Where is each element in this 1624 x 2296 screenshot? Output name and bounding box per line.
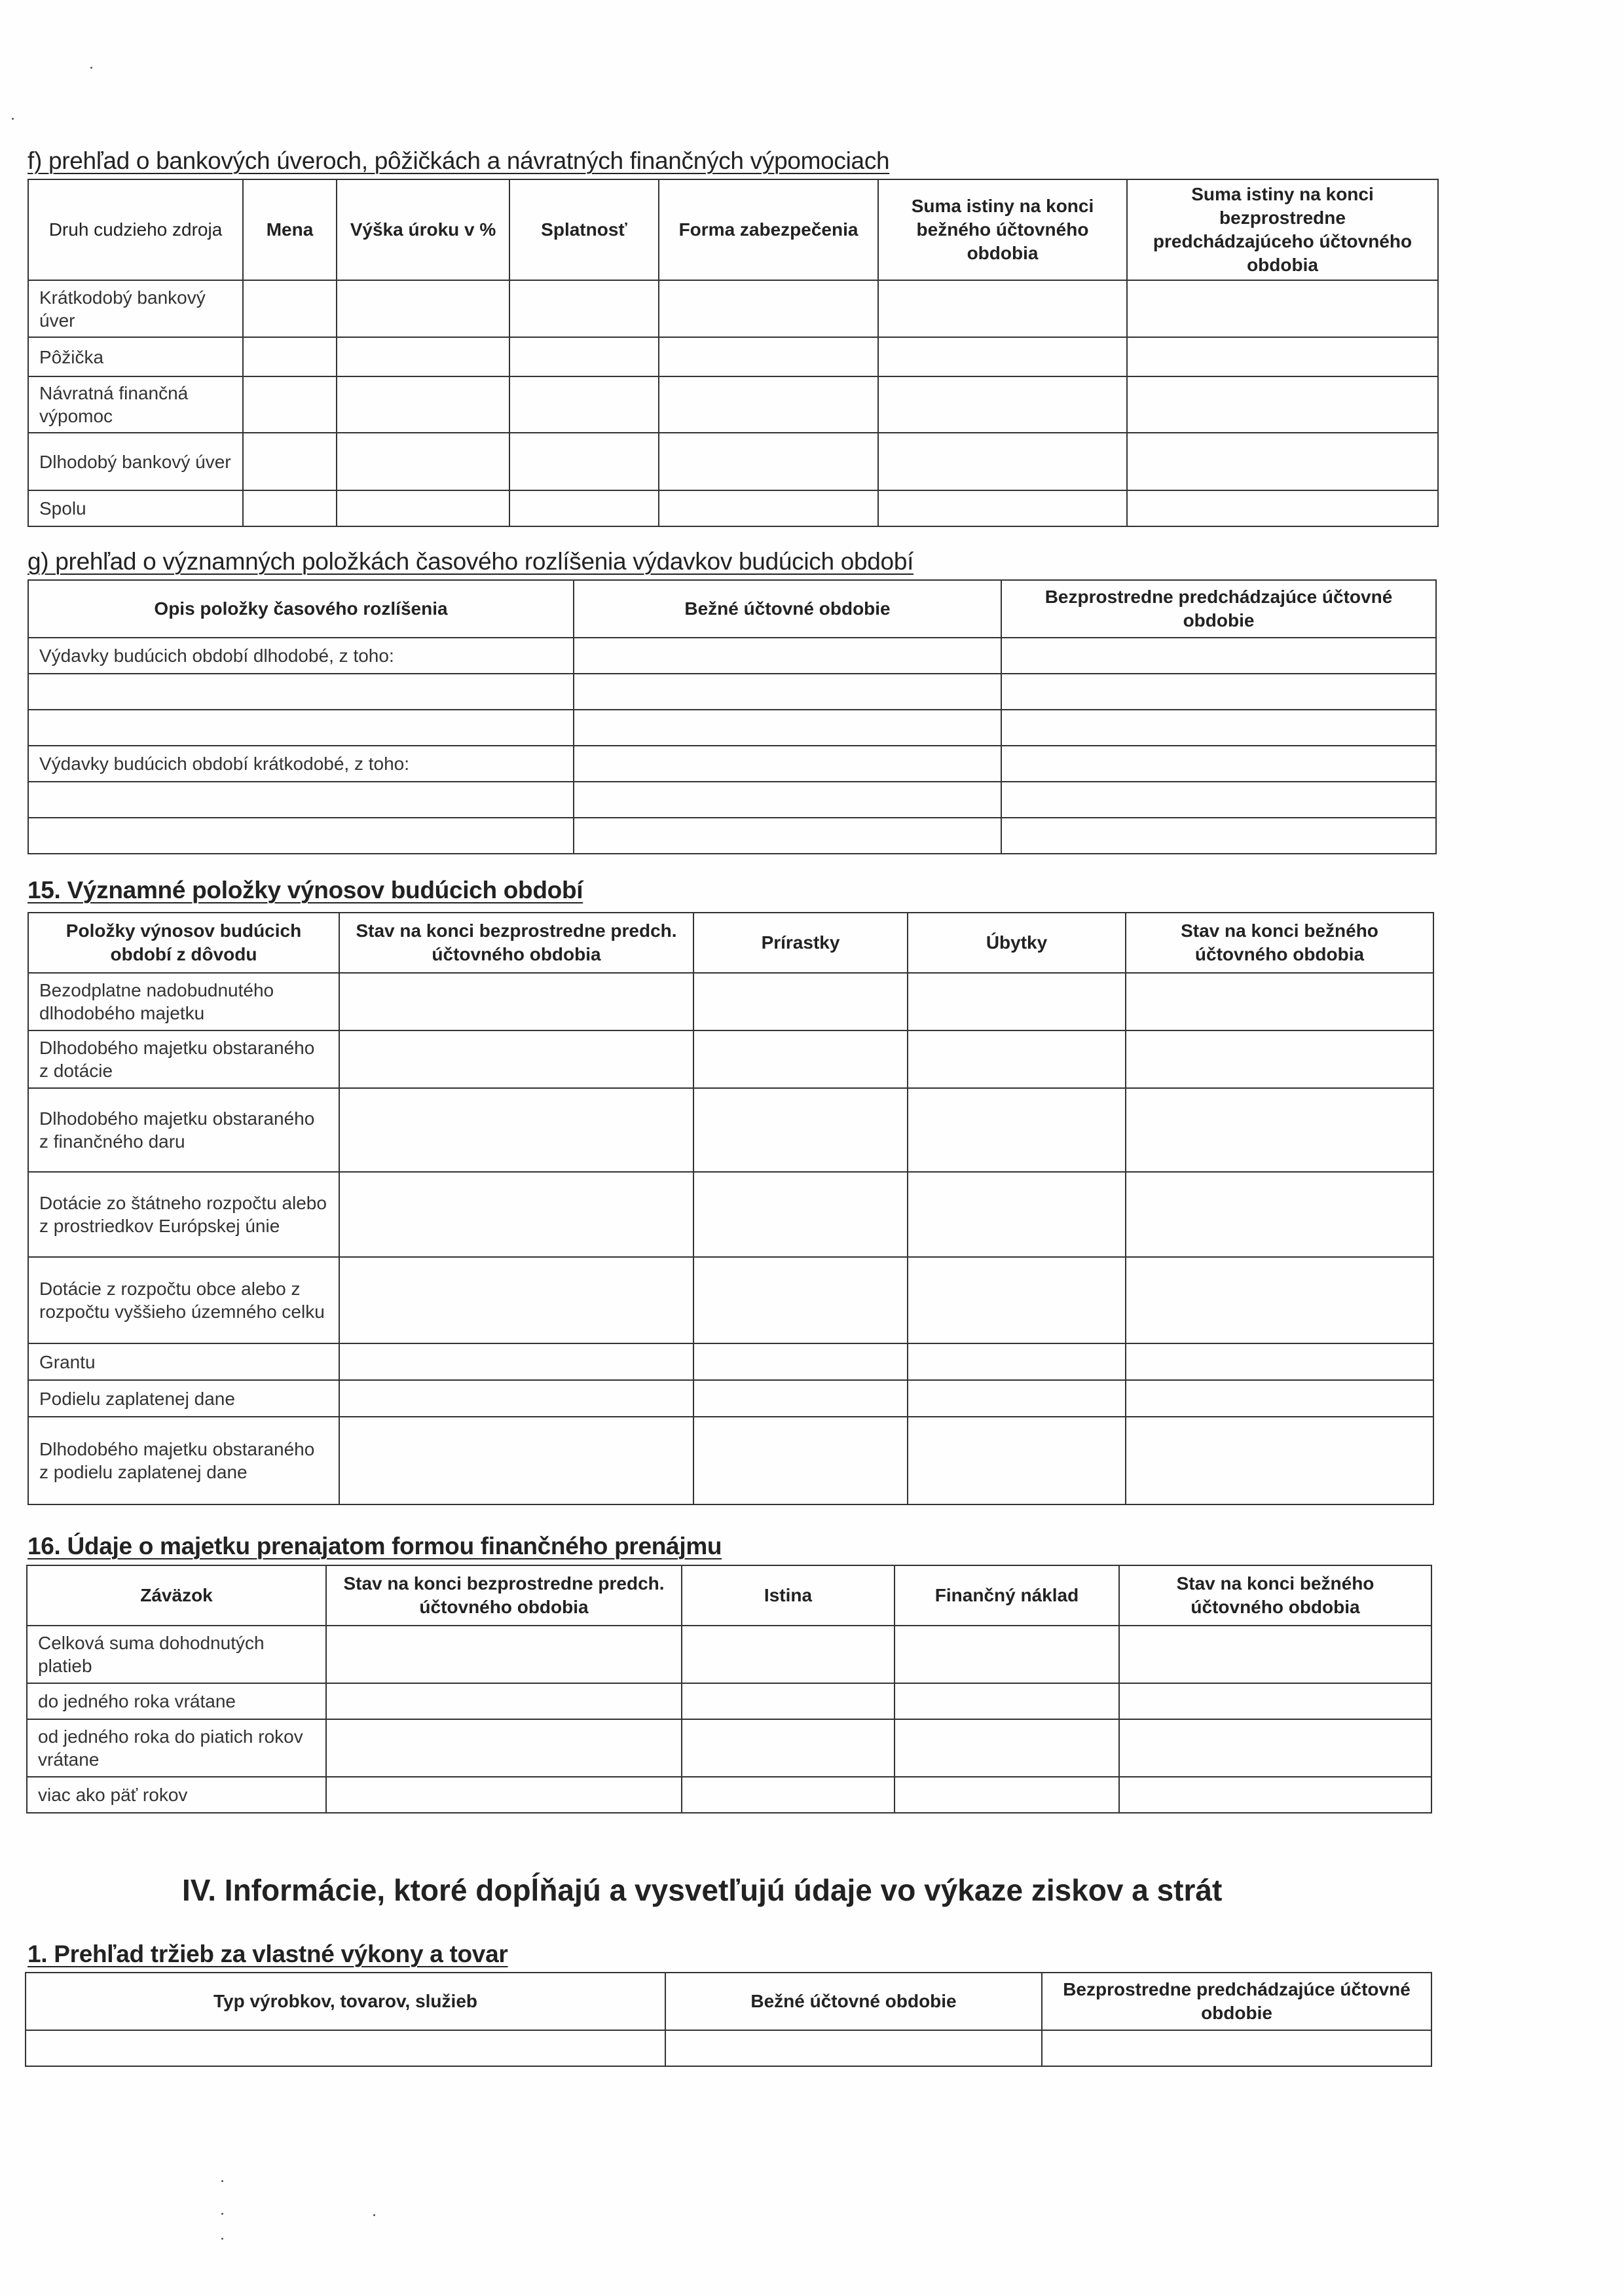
cell-description[interactable] xyxy=(28,674,574,710)
row-label: Dotácie z rozpočtu obce alebo z rozpočtu vyššieho územného celku xyxy=(28,1257,339,1343)
table-row xyxy=(28,376,1438,433)
table-row xyxy=(27,1683,1431,1719)
cell-principal-previous[interactable] xyxy=(1127,376,1438,433)
cell-reductions[interactable] xyxy=(908,1030,1126,1088)
cell-reductions[interactable] xyxy=(908,1417,1126,1504)
col-header-principal-current: Suma istiny na konci bežného účtovného obdobia xyxy=(878,179,1127,280)
table-bank-loans xyxy=(28,179,1439,527)
row-label: Podielu zaplatenej dane xyxy=(28,1380,339,1417)
cell-collateral[interactable] xyxy=(659,490,878,526)
table-row xyxy=(28,1257,1433,1343)
cell-principal-current[interactable] xyxy=(878,376,1127,433)
cell-principal[interactable] xyxy=(682,1683,895,1719)
row-label: Grantu xyxy=(28,1343,339,1380)
col-header-balance-previous: Stav na konci bezprostredne predch. účtovného obdobia xyxy=(339,913,693,973)
cell-currency[interactable] xyxy=(243,490,337,526)
col-header-interest-rate: Výška úroku v % xyxy=(337,179,509,280)
cell-principal-current[interactable] xyxy=(878,337,1127,376)
col-header-collateral: Forma zabezpečenia xyxy=(659,179,878,280)
cell-reductions[interactable] xyxy=(908,1343,1126,1380)
table-header-row xyxy=(28,913,1433,973)
cell-previous[interactable] xyxy=(1001,746,1436,782)
col-header-previous-period: Bezprostredne predchádzajúce účtovné obdobie xyxy=(1042,1973,1431,2030)
row-label: Bezodplatne nadobudnutého dlhodobého majetku xyxy=(28,973,339,1030)
cell-finance-cost[interactable] xyxy=(895,1626,1119,1683)
col-header-previous-period: Bezprostredne predchádzajúce účtovné obdobie xyxy=(1001,580,1436,638)
table-row xyxy=(28,1343,1433,1380)
table-row xyxy=(28,674,1436,710)
table-row xyxy=(28,1417,1433,1504)
scan-speck xyxy=(90,67,92,69)
cell-current[interactable] xyxy=(665,2030,1042,2066)
cell-principal-previous[interactable] xyxy=(1127,433,1438,490)
table-row xyxy=(28,1380,1433,1417)
row-label: Spolu xyxy=(28,490,243,526)
cell-maturity[interactable] xyxy=(509,433,659,490)
cell-principal[interactable] xyxy=(682,1626,895,1683)
cell-additions[interactable] xyxy=(693,1417,908,1504)
table-header-row xyxy=(28,580,1436,638)
table-row xyxy=(28,973,1433,1030)
table-row xyxy=(28,337,1438,376)
cell-additions[interactable] xyxy=(693,1380,908,1417)
row-label: Pôžička xyxy=(28,337,243,376)
cell-product-type[interactable] xyxy=(26,2030,665,2066)
table-row xyxy=(28,1088,1433,1172)
scan-speck xyxy=(221,2180,223,2182)
section-iv-1-title: 1. Prehľad tržieb za vlastné výkony a tovar xyxy=(28,1941,508,1967)
table-revenue-overview xyxy=(25,1972,1432,2067)
table-row xyxy=(28,433,1438,490)
cell-balance-current[interactable] xyxy=(1126,1088,1433,1172)
col-header-principal: Istina xyxy=(682,1565,895,1626)
row-label: Dlhodobého majetku obstaraného z podielu zaplatenej dane xyxy=(28,1417,339,1504)
row-label: Celková suma dohodnutých platieb xyxy=(27,1626,326,1683)
cell-description[interactable] xyxy=(28,818,574,854)
cell-additions[interactable] xyxy=(693,1030,908,1088)
table-header-row xyxy=(27,1565,1431,1626)
cell-additions[interactable] xyxy=(693,1257,908,1343)
col-header-balance-previous: Stav na konci bezprostredne predch. účtovného obdobia xyxy=(326,1565,682,1626)
cell-balance-current[interactable] xyxy=(1126,973,1433,1030)
cell-additions[interactable] xyxy=(693,1172,908,1257)
table-row xyxy=(26,2030,1431,2066)
cell-maturity[interactable] xyxy=(509,280,659,337)
cell-finance-cost[interactable] xyxy=(895,1719,1119,1777)
cell-balance-current[interactable] xyxy=(1126,1030,1433,1088)
cell-description[interactable] xyxy=(28,782,574,818)
cell-balance-current[interactable] xyxy=(1126,1380,1433,1417)
cell-finance-cost[interactable] xyxy=(895,1683,1119,1719)
cell-maturity[interactable] xyxy=(509,376,659,433)
cell-currency[interactable] xyxy=(243,337,337,376)
cell-balance-current[interactable] xyxy=(1126,1343,1433,1380)
table-header-row xyxy=(28,179,1438,280)
cell-balance-previous[interactable] xyxy=(339,1417,693,1504)
cell-reductions[interactable] xyxy=(908,1380,1126,1417)
row-label: Návratná finančná výpomoc xyxy=(28,376,243,433)
table-finance-lease xyxy=(26,1565,1432,1813)
cell-balance-previous[interactable] xyxy=(326,1719,682,1777)
cell-balance-previous[interactable] xyxy=(326,1683,682,1719)
cell-currency[interactable] xyxy=(243,376,337,433)
cell-balance-current[interactable] xyxy=(1126,1172,1433,1257)
scan-speck xyxy=(221,2238,223,2240)
cell-current[interactable] xyxy=(574,782,1001,818)
cell-current[interactable] xyxy=(574,818,1001,854)
table-row xyxy=(28,746,1436,782)
col-header-product-type: Typ výrobkov, tovarov, služieb xyxy=(26,1973,665,2030)
table-header-row xyxy=(26,1973,1431,2030)
cell-interest[interactable] xyxy=(337,376,509,433)
table-row xyxy=(28,782,1436,818)
cell-interest[interactable] xyxy=(337,337,509,376)
cell-balance-previous[interactable] xyxy=(339,1380,693,1417)
cell-maturity[interactable] xyxy=(509,490,659,526)
col-header-finance-cost: Finančný náklad xyxy=(895,1565,1119,1626)
table-row xyxy=(27,1719,1431,1777)
cell-principal-previous[interactable] xyxy=(1127,337,1438,376)
cell-principal-current[interactable] xyxy=(878,433,1127,490)
col-header-description: Opis položky časového rozlíšenia xyxy=(28,580,574,638)
cell-current[interactable] xyxy=(574,638,1001,674)
cell-principal-previous[interactable] xyxy=(1127,280,1438,337)
cell-previous[interactable] xyxy=(1001,710,1436,746)
cell-current[interactable] xyxy=(574,674,1001,710)
cell-reductions[interactable] xyxy=(908,1088,1126,1172)
row-label: Dlhodobý bankový úver xyxy=(28,433,243,490)
table-row-total xyxy=(28,490,1438,526)
scan-speck xyxy=(373,2214,375,2216)
cell-balance-previous[interactable] xyxy=(339,1343,693,1380)
cell-principal[interactable] xyxy=(682,1719,895,1777)
table-row xyxy=(28,1172,1433,1257)
cell-reductions[interactable] xyxy=(908,1172,1126,1257)
col-header-source-type: Druh cudzieho zdroja xyxy=(28,179,243,280)
cell-interest[interactable] xyxy=(337,280,509,337)
cell-currency[interactable] xyxy=(243,280,337,337)
cell-balance-current[interactable] xyxy=(1119,1683,1431,1719)
section-15-title: 15. Významné položky výnosov budúcich období xyxy=(28,877,583,903)
col-header-additions: Prírastky xyxy=(693,913,908,973)
table-row xyxy=(28,1030,1433,1088)
table-row xyxy=(27,1626,1431,1683)
cell-additions[interactable] xyxy=(693,1343,908,1380)
section-f-title: f) prehľad o bankových úveroch, pôžičkách a návratných finančných výpomociach xyxy=(28,147,890,174)
cell-reductions[interactable] xyxy=(908,1257,1126,1343)
cell-balance-current[interactable] xyxy=(1126,1257,1433,1343)
cell-previous[interactable] xyxy=(1001,818,1436,854)
scan-speck xyxy=(221,2213,223,2215)
cell-balance-current[interactable] xyxy=(1119,1777,1431,1813)
cell-balance-current[interactable] xyxy=(1119,1719,1431,1777)
row-label: Výdavky budúcich období krátkodobé, z toho: xyxy=(28,746,574,782)
col-header-current-period: Bežné účtovné obdobie xyxy=(574,580,1001,638)
cell-balance-previous[interactable] xyxy=(339,1030,693,1088)
row-label: Dotácie zo štátneho rozpočtu alebo z prostriedkov Európskej únie xyxy=(28,1172,339,1257)
cell-collateral[interactable] xyxy=(659,433,878,490)
table-deferred-revenue xyxy=(28,912,1434,1505)
table-row xyxy=(27,1777,1431,1813)
row-label: do jedného roka vrátane xyxy=(27,1683,326,1719)
cell-principal[interactable] xyxy=(682,1777,895,1813)
cell-previous[interactable] xyxy=(1001,674,1436,710)
cell-additions[interactable] xyxy=(693,973,908,1030)
col-header-liability: Záväzok xyxy=(27,1565,326,1626)
col-header-current-period: Bežné účtovné obdobie xyxy=(665,1973,1042,2030)
col-header-principal-previous: Suma istiny na konci bezprostredne predchádzajúceho účtovného obdobia xyxy=(1127,179,1438,280)
table-row xyxy=(28,638,1436,674)
cell-collateral[interactable] xyxy=(659,280,878,337)
col-header-currency: Mena xyxy=(243,179,337,280)
table-row xyxy=(28,710,1436,746)
row-label: Dlhodobého majetku obstaraného z finančného daru xyxy=(28,1088,339,1172)
table-row xyxy=(28,818,1436,854)
row-label: od jedného roka do piatich rokov vrátane xyxy=(27,1719,326,1777)
col-header-item: Položky výnosov budúcich období z dôvodu xyxy=(28,913,339,973)
cell-principal-previous[interactable] xyxy=(1127,490,1438,526)
cell-description[interactable] xyxy=(28,710,574,746)
row-label: Dlhodobého majetku obstaraného z dotácie xyxy=(28,1030,339,1088)
cell-current[interactable] xyxy=(574,710,1001,746)
cell-currency[interactable] xyxy=(243,433,337,490)
cell-previous[interactable] xyxy=(1042,2030,1431,2066)
scan-speck xyxy=(12,118,14,120)
cell-additions[interactable] xyxy=(693,1088,908,1172)
cell-principal-current[interactable] xyxy=(878,280,1127,337)
cell-principal-current[interactable] xyxy=(878,490,1127,526)
cell-balance-previous[interactable] xyxy=(339,1172,693,1257)
section-g-title: g) prehľad o významných položkách časového rozlíšenia výdavkov budúcich období xyxy=(28,548,914,575)
cell-current[interactable] xyxy=(574,746,1001,782)
col-header-balance-current: Stav na konci bežného účtovného obdobia xyxy=(1119,1565,1431,1626)
row-label: Krátkodobý bankový úver xyxy=(28,280,243,337)
table-deferred-expenses xyxy=(28,579,1437,854)
cell-balance-previous[interactable] xyxy=(326,1626,682,1683)
cell-collateral[interactable] xyxy=(659,376,878,433)
cell-balance-current[interactable] xyxy=(1126,1417,1433,1504)
cell-interest[interactable] xyxy=(337,490,509,526)
cell-interest[interactable] xyxy=(337,433,509,490)
cell-finance-cost[interactable] xyxy=(895,1777,1119,1813)
part-iv-title: IV. Informácie, ktoré dopĺňajú a vysvetľujú údaje vo výkaze ziskov a strát xyxy=(182,1873,1223,1907)
row-label: viac ako päť rokov xyxy=(27,1777,326,1813)
cell-maturity[interactable] xyxy=(509,337,659,376)
section-16-title: 16. Údaje o majetku prenajatom formou finančného prenájmu xyxy=(28,1533,722,1559)
col-header-maturity: Splatnosť xyxy=(509,179,659,280)
col-header-reductions: Úbytky xyxy=(908,913,1126,973)
cell-previous[interactable] xyxy=(1001,782,1436,818)
cell-collateral[interactable] xyxy=(659,337,878,376)
cell-balance-previous[interactable] xyxy=(339,1257,693,1343)
table-row xyxy=(28,280,1438,337)
cell-previous[interactable] xyxy=(1001,638,1436,674)
row-label: Výdavky budúcich období dlhodobé, z toho: xyxy=(28,638,574,674)
cell-balance-previous[interactable] xyxy=(326,1777,682,1813)
cell-balance-previous[interactable] xyxy=(339,973,693,1030)
cell-balance-current[interactable] xyxy=(1119,1626,1431,1683)
cell-balance-previous[interactable] xyxy=(339,1088,693,1172)
cell-reductions[interactable] xyxy=(908,973,1126,1030)
col-header-balance-current: Stav na konci bežného účtovného obdobia xyxy=(1126,913,1433,973)
